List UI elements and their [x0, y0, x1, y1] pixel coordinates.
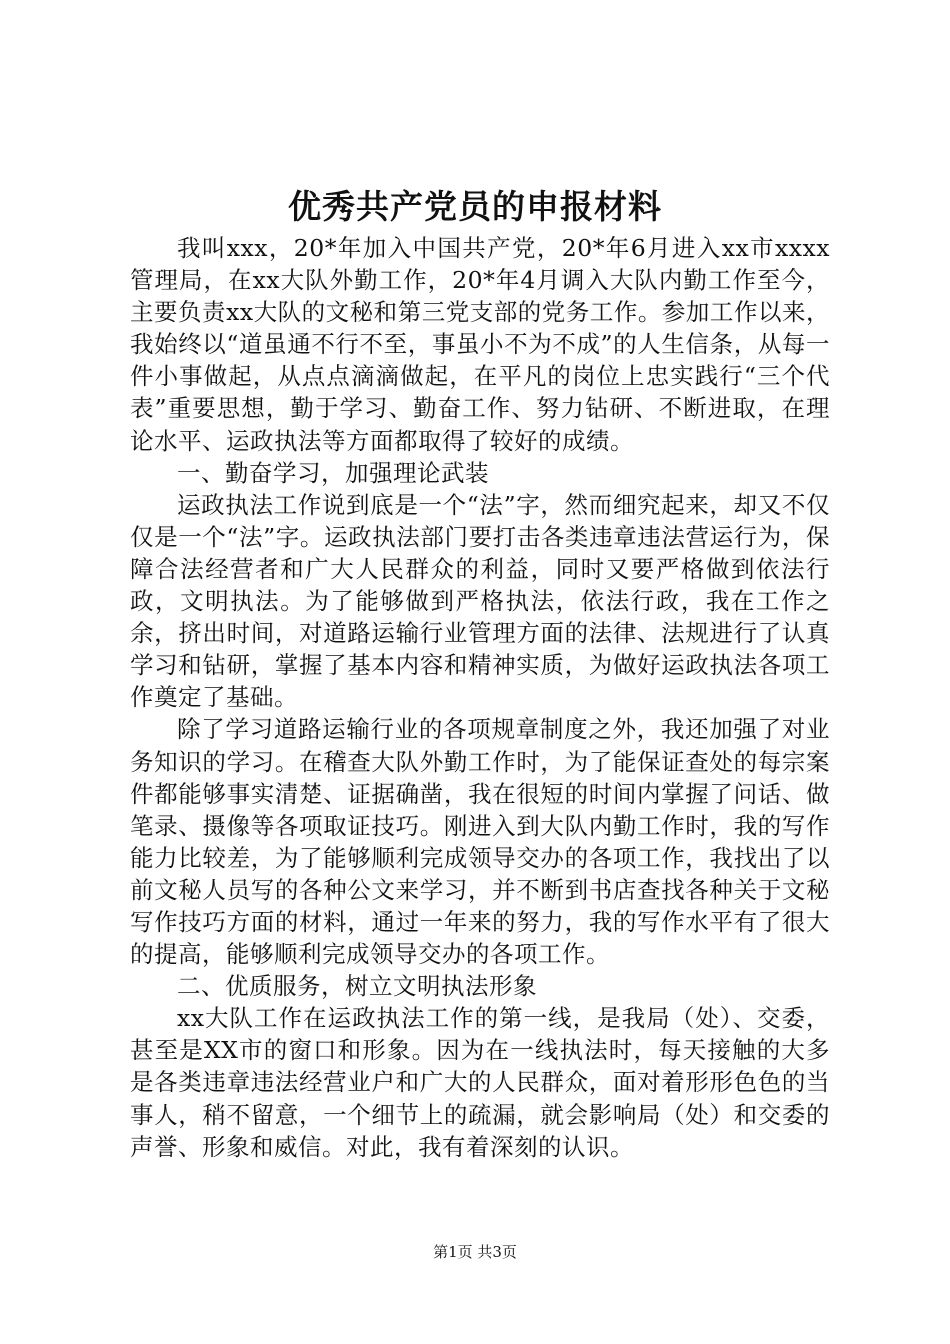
section-heading-2: 二、优质服务，树立文明执法形象 — [177, 972, 537, 1001]
paragraph-service: xx大队工作在运政执法工作的第一线，是我局（处）、交委，甚至是XX市的窗口和形象。因为在一线执法时，每天接触的大多是各类违章违法经营业户和广大的人民群众，面对着形形色色的当事人，稍不留意，一个细节上的疏漏，就会影响局（处）和交委的声誉、形象和威信。对此，我有着深刻的认识。 — [130, 1004, 830, 1161]
paragraph-business-study: 除了学习道路运输行业的各项规章制度之外，我还加强了对业务知识的学习。在稽查大队外勤工作时，为了能保证查处的每宗案件都能够事实清楚、证据确凿，我在很短的时间内掌握了问话、做笔录、摄像等各项取证技巧。刚进入到大队内勤工作时，我的写作能力比较差，为了能够顺利完成领导交办的各项工作，我找出了以前文秘人员写的各种公文来学习，并不断到书店查找各种关于文秘写作技巧方面的材料，通过一年来的努力，我的写作水平有了很大的提高，能够顺利完成领导交办的各项工作。 — [130, 715, 830, 969]
document-title: 优秀共产党员的申报材料 — [288, 187, 662, 226]
paragraph-intro: 我叫xxx，20*年加入中国共产党，20*年6月进入xx市xxxx管理局，在xx大队外勤工作，20*年4月调入大队内勤工作至今，主要负责xx大队的文秘和第三党支部的党务工作。参加工作以来，我始终以“道虽通不行不至，事虽小不为不成”的人生信条，从每一件小事做起，从点点滴滴做起，在平凡的岗位上忠实践行“三个代表”重要思想，勤于学习、勤奋工作、努力钻研、不断进取，在理论水平、运政执法等方面都取得了较好的成绩。 — [130, 234, 830, 455]
page-footer: 第1页 共3页 — [433, 1243, 517, 1261]
paragraph-law-study: 运政执法工作说到底是一个“法”字，然而细究起来，却又不仅仅是一个“法”字。运政执法部门要打击各类违章违法营运行为，保障合法经营者和广大人民群众的利益，同时又要严格做到依法行政，文明执法。为了能够做到严格执法，依法行政，我在工作之余，挤出时间，对道路运输行业管理方面的法律、法规进行了认真学习和钻研，掌握了基本内容和精神实质，为做好运政执法各项工作奠定了基础。 — [130, 490, 830, 712]
document-body — [130, 232, 830, 1163]
section-heading-1: 一、勤奋学习，加强理论武装 — [177, 458, 489, 487]
